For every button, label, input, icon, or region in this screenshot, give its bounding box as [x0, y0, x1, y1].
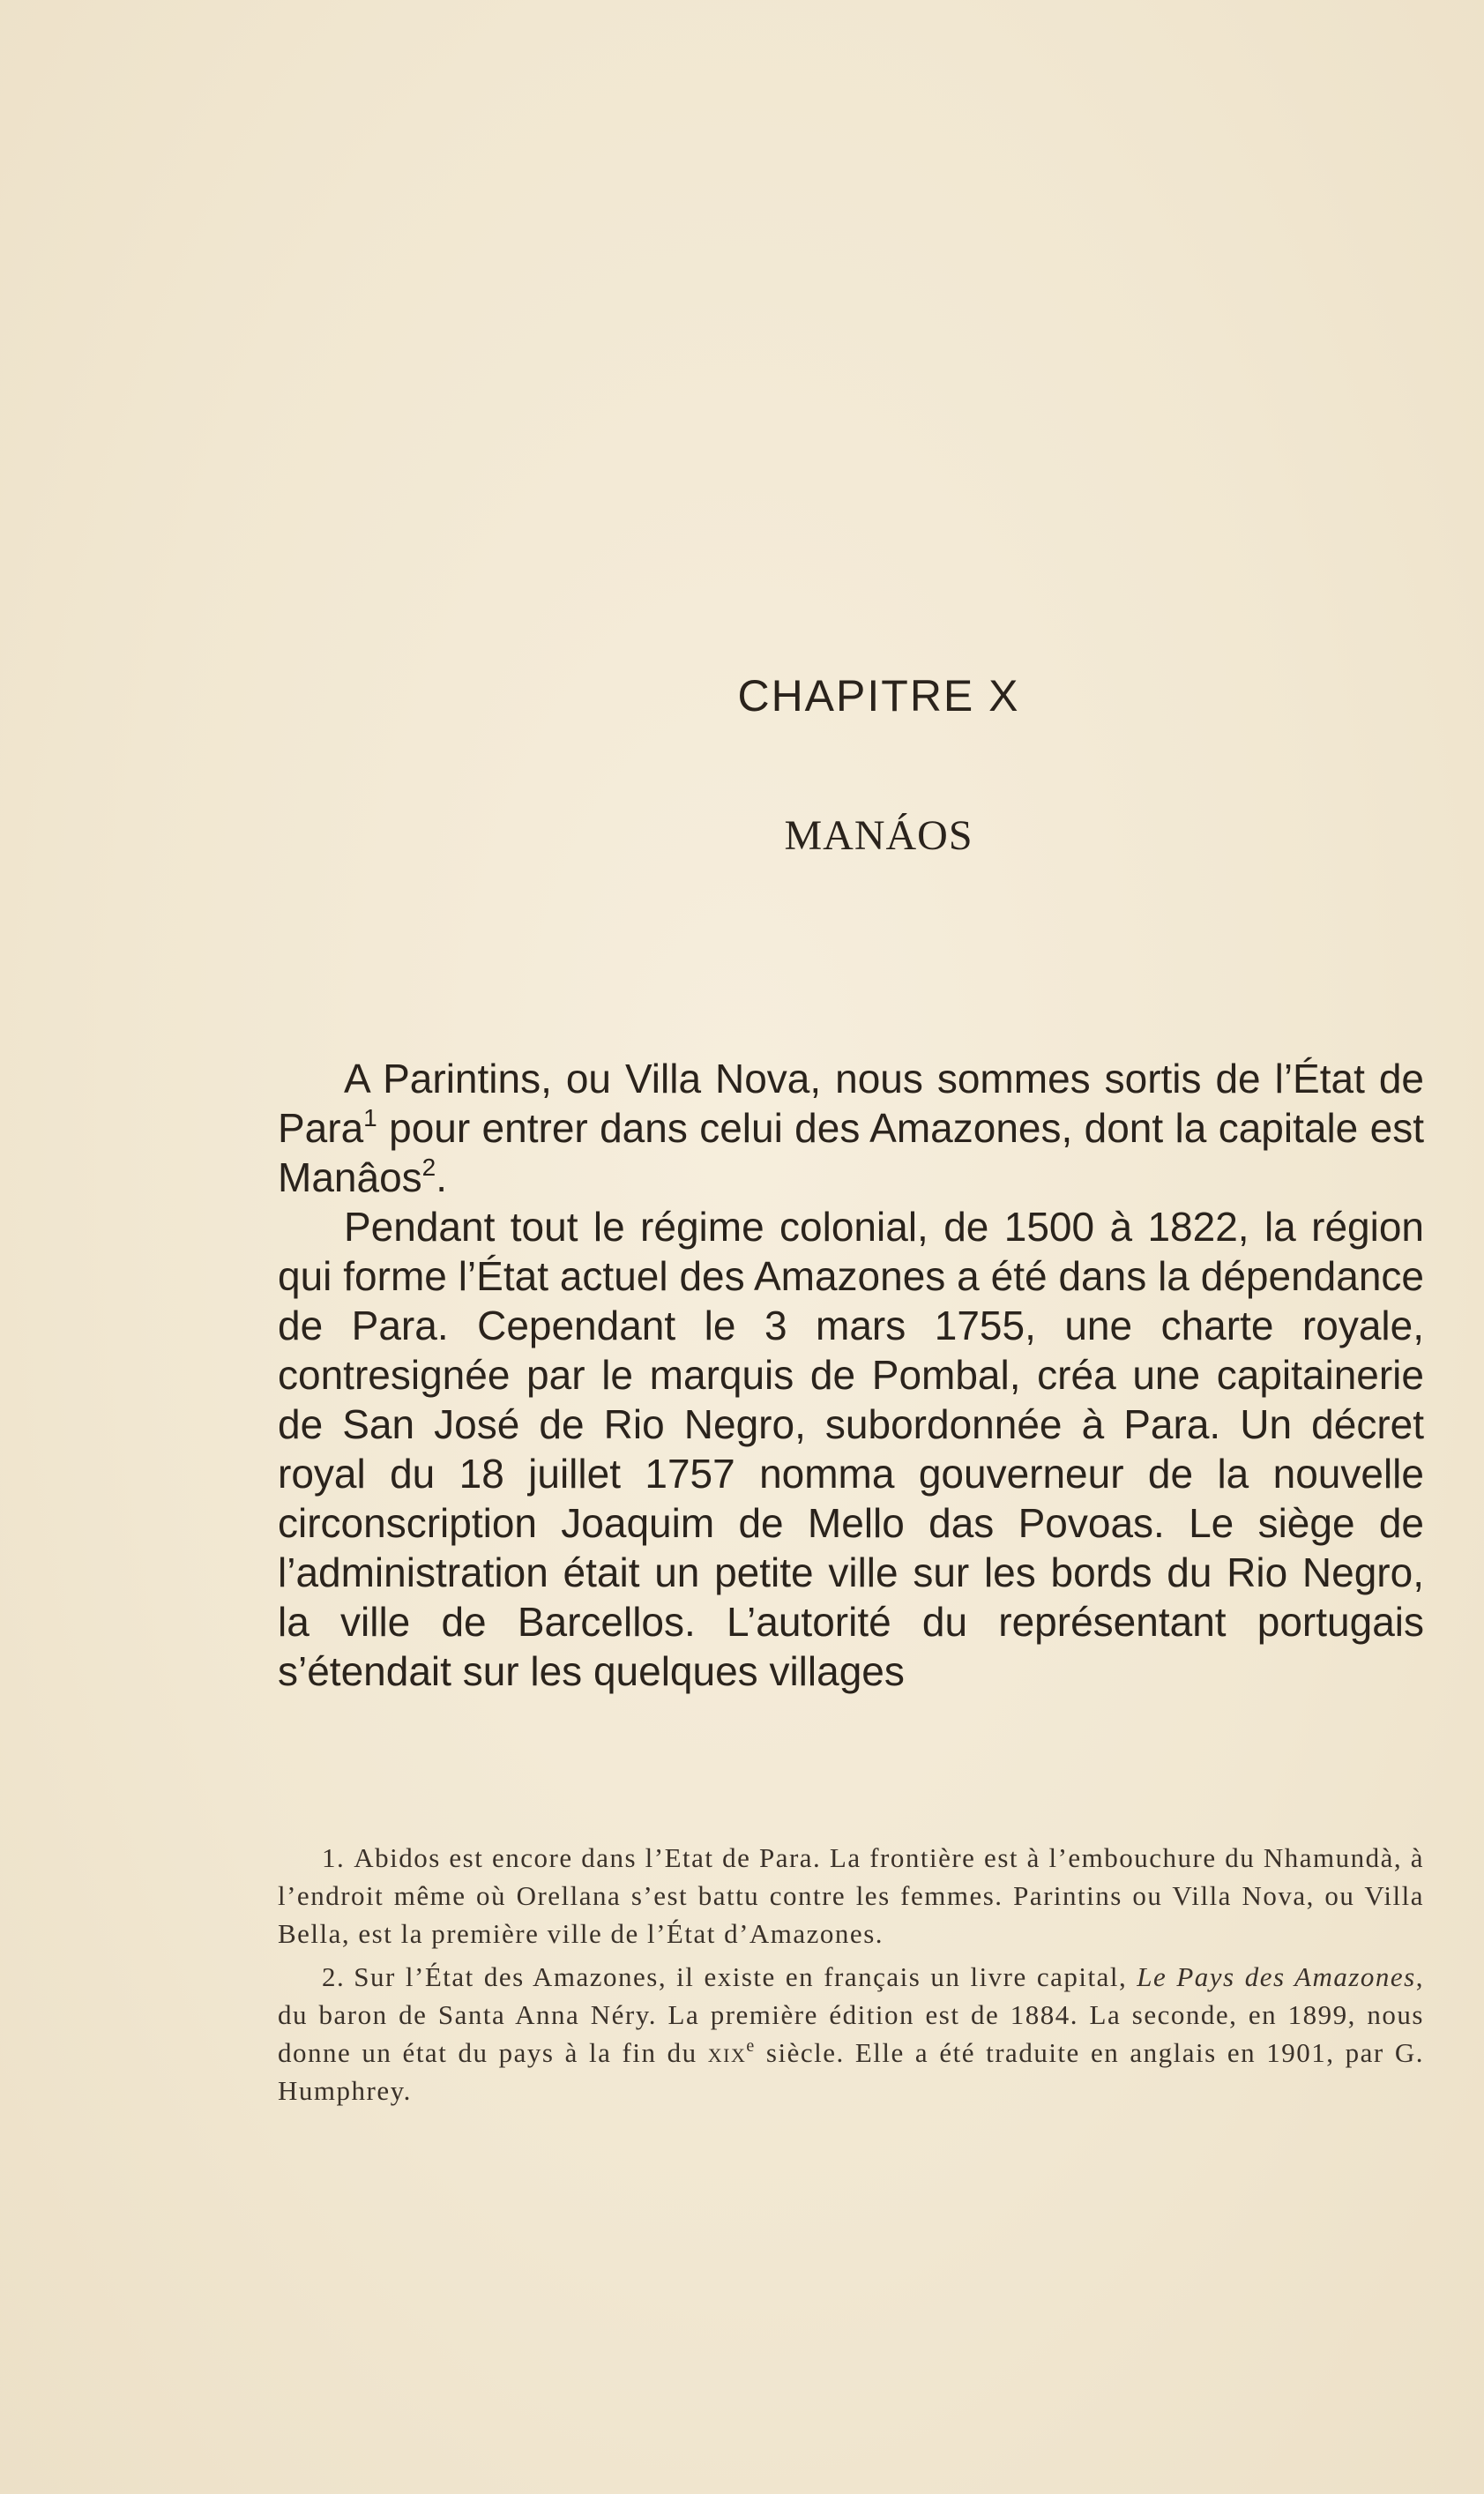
- footnote-2-part-c: siècle. Elle a été traduite en anglais en 1901, par G. Humphrey.: [278, 2037, 1424, 2106]
- footnote-ref-1: 1: [363, 1104, 377, 1131]
- century-superscript: e: [746, 2036, 756, 2056]
- footnote-1-number: 1.: [322, 1842, 346, 1873]
- footnote-ref-2: 2: [421, 1154, 436, 1181]
- paragraph-1-part-a: A Parintins, ou Villa Nova, nous sommes sortis de l’État de Para: [278, 1056, 1424, 1151]
- footnote-2-number: 2.: [322, 1961, 346, 1992]
- paragraph-1-part-c: .: [436, 1154, 448, 1200]
- paragraph-2: Pendant tout le régime colonial, de 1500 à 1822, la région qui forme l’État actuel des Amazones a été dans la dépendance de Para. Cependant le 3 mars 1755, une charte royale, contresignée par le marquis de Pombal, créa une capitainerie de San José de Rio Negro, subordonnée à Para. Un décret royal du 18 juillet 1757 nomma gouverneur de la nouvelle circonscription Joaquim de Mello das Povoas. Le siège de l’administration était un petite ville sur les bords du Rio Negro, la ville de Barcellos. L’autorité du représentant portugais s’étendait sur les quelques villages: [278, 1204, 1424, 1694]
- paragraph-1-part-b: pour entrer dans celui des Amazones, dont la capitale est Manâos: [278, 1105, 1424, 1200]
- footnote-2-part-a: Sur l’État des Amazones, il existe en français un livre capital,: [354, 1961, 1137, 1992]
- paragraph-1: [278, 1054, 1424, 1202]
- chapter-label: CHAPITRE X: [737, 671, 1020, 721]
- footnote-1: [278, 1839, 1424, 1953]
- book-title: Le Pays des Amazones: [1137, 1961, 1416, 1992]
- century-numeral: xix: [707, 2037, 747, 2068]
- chapter-title: MANÁOS: [784, 812, 973, 859]
- footnote-2-part-b: , du baron de Santa Anna Néry. La première édition est de 1884. La seconde, en 1899, nous donne un état du pays à la fin du: [278, 1961, 1424, 2068]
- footnote-2: [278, 1958, 1424, 2109]
- footnotes: [278, 1839, 1424, 2109]
- footnote-1-text: Abidos est encore dans l’Etat de Para. La frontière est à l’embouchure du Nhamundà, à l’endroit même où Orellana s’est battu contre les femmes. Parintins ou Villa Nova, ou Villa Bella, est la première ville de l’État d’Amazones.: [278, 1842, 1424, 1949]
- body-text: [278, 1054, 1424, 1696]
